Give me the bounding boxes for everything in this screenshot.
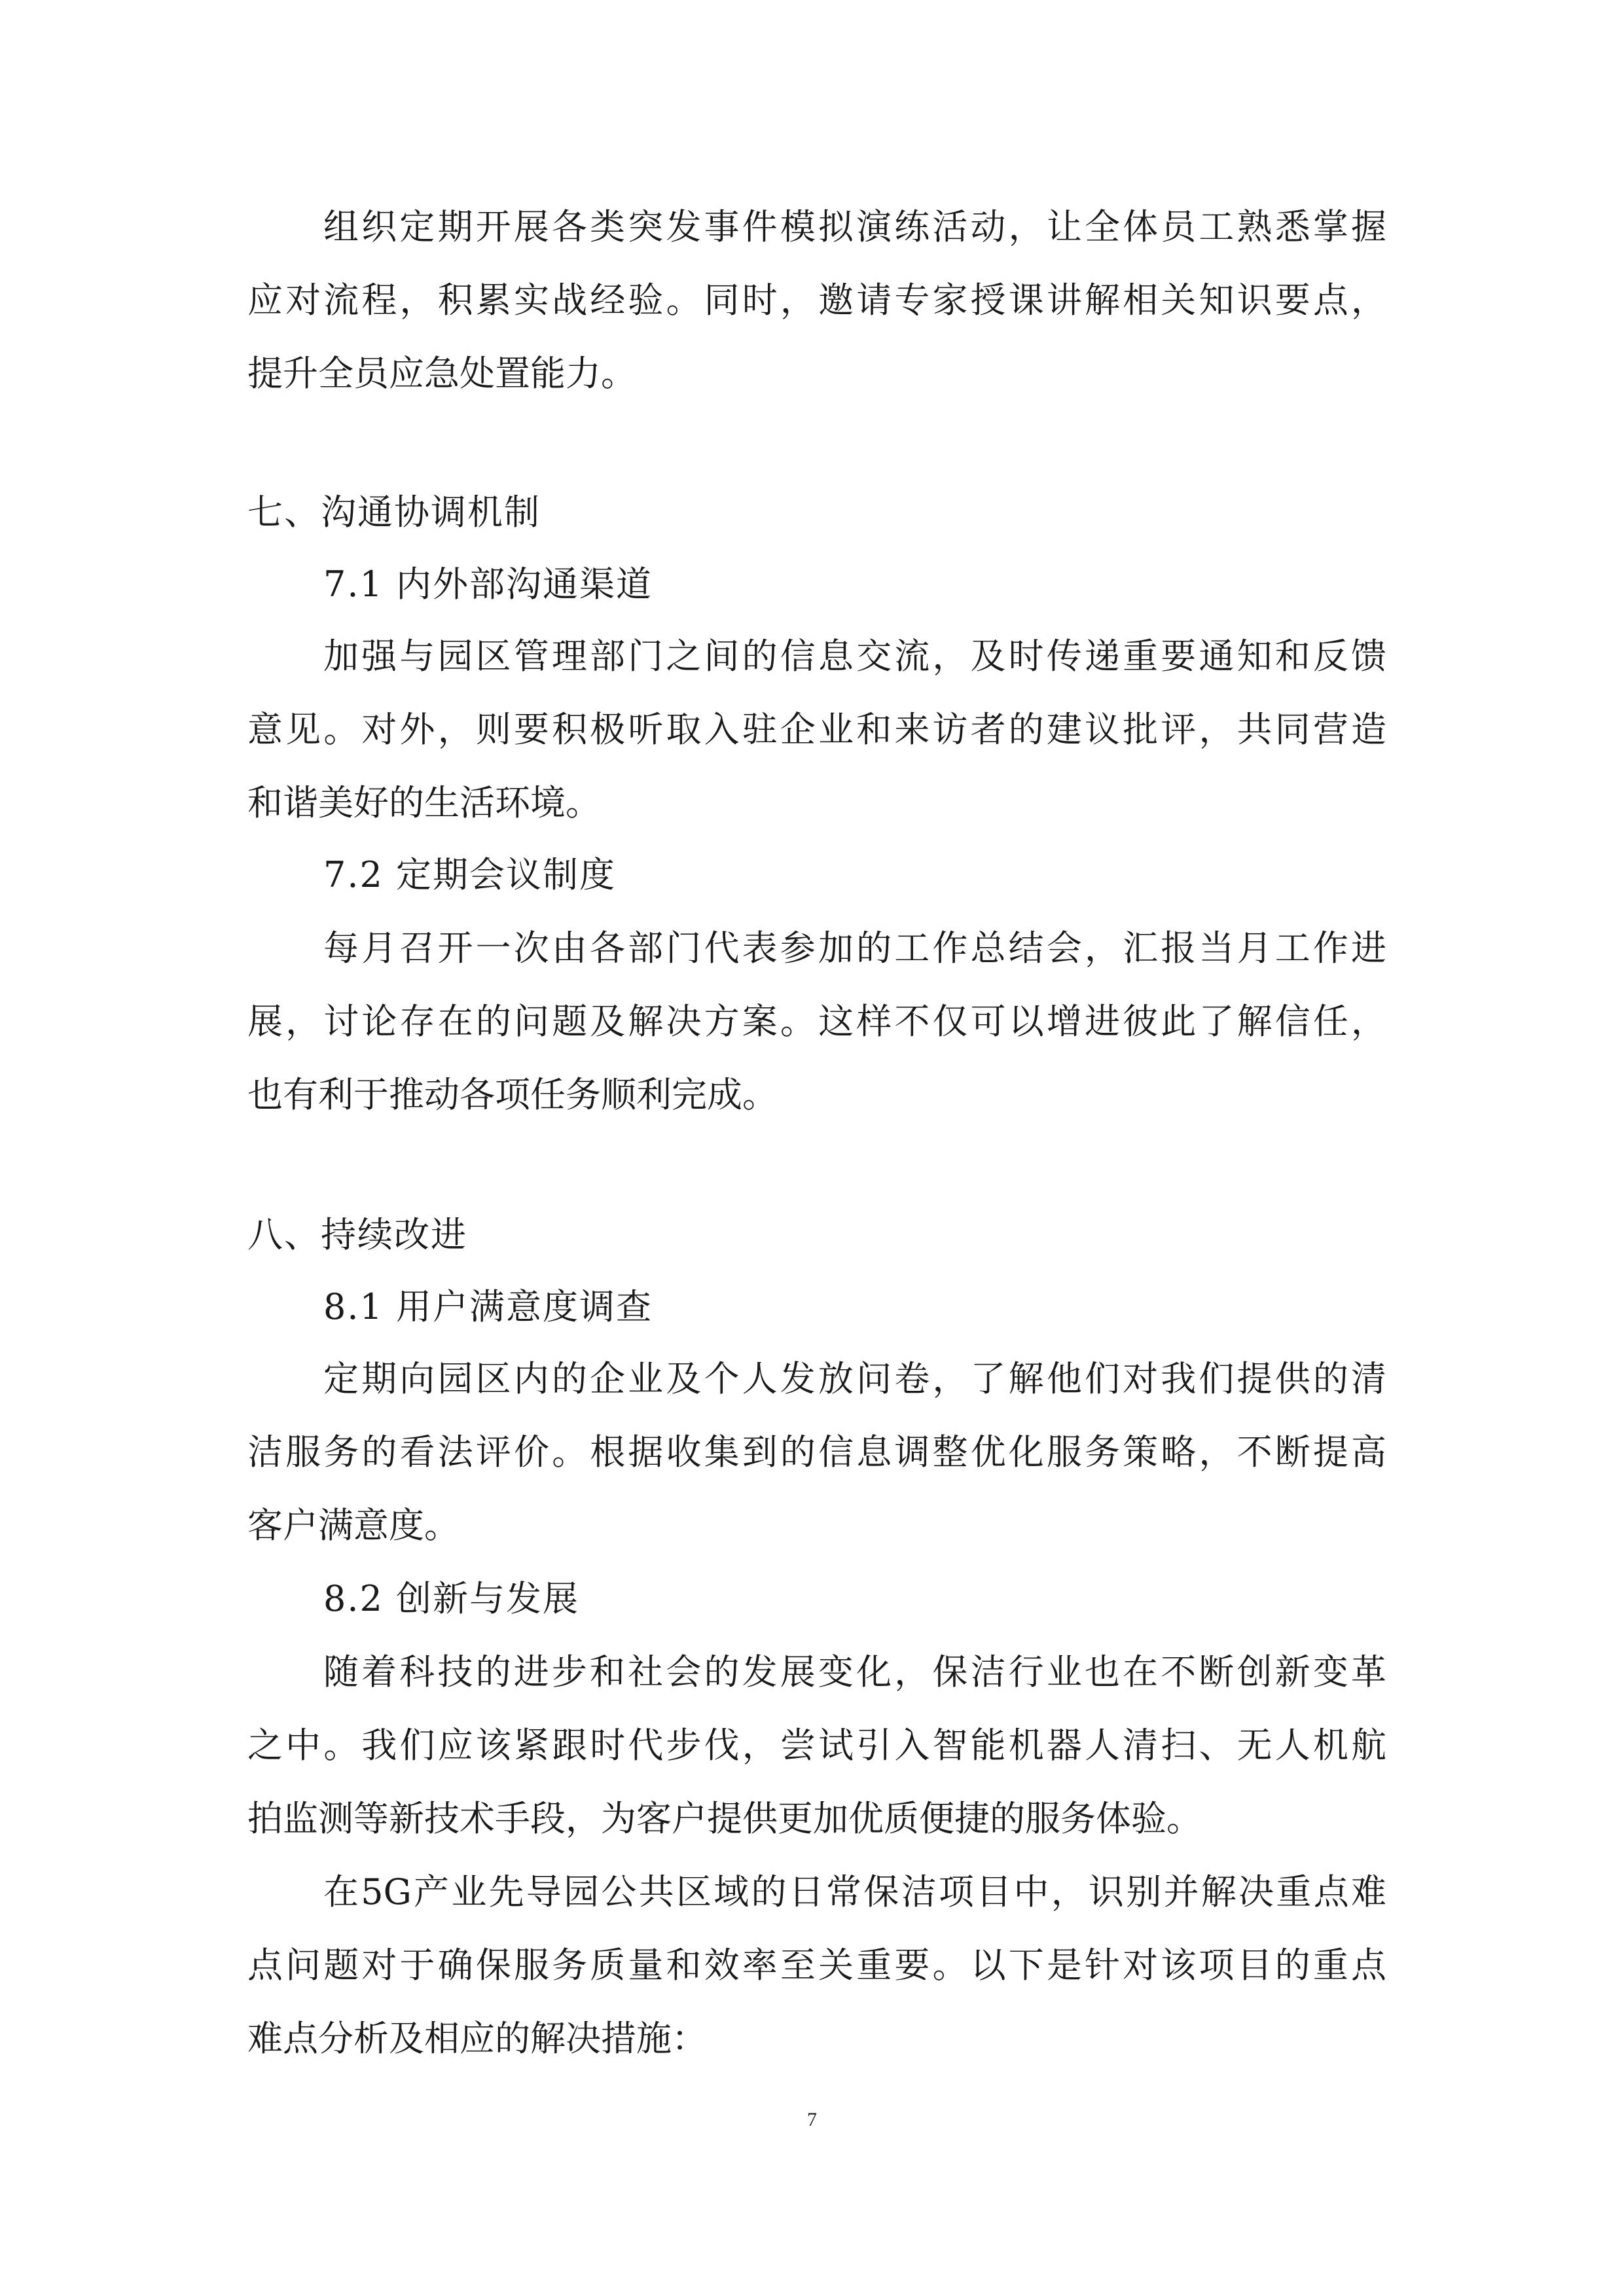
- paragraph-line: 随着科技的进步和社会的发展变化，保洁行业也在不断创新变革: [323, 1651, 1386, 1693]
- page-number: 7: [807, 2109, 817, 2130]
- subsection-heading: 7.2 定期会议制度: [323, 854, 617, 895]
- paragraph-line: 意见。对外，则要积极听取入驻企业和来访者的建议批评，共同营造: [247, 709, 1386, 750]
- paragraph-line: 展，讨论存在的问题及解决方案。这样不仅可以增进彼此了解信任，: [247, 1001, 1386, 1042]
- subsection-heading: 7.1 内外部沟通渠道: [323, 564, 653, 605]
- paragraph-line: 洁服务的看法评价。根据收集到的信息调整优化服务策略，不断提高: [247, 1431, 1386, 1473]
- paragraph-line: 加强与园区管理部门之间的信息交流，及时传递重要通知和反馈: [323, 636, 1386, 677]
- paragraph-line: 客户满意度。: [247, 1505, 460, 1546]
- paragraph-line: 难点分析及相应的解决措施：: [247, 2018, 707, 2059]
- paragraph-line: 组织定期开展各类突发事件模拟演练活动，让全体员工熟悉掌握: [323, 206, 1386, 247]
- paragraph-line: 在5G产业先导园公共区域的日常保洁项目中，识别并解决重点难: [323, 1871, 1386, 1912]
- section-heading: 八、持续改进: [247, 1214, 467, 1255]
- paragraph-line: 定期向园区内的企业及个人发放问卷，了解他们对我们提供的清: [323, 1358, 1386, 1399]
- paragraph-line: 提升全员应急处置能力。: [247, 353, 636, 394]
- paragraph-line: 和谐美好的生活环境。: [247, 782, 601, 823]
- paragraph-line: 应对流程，积累实战经验。同时，邀请专家授课讲解相关知识要点，: [247, 279, 1386, 321]
- paragraph-line: 每月召开一次由各部门代表参加的工作总结会，汇报当月工作进: [323, 927, 1386, 969]
- paragraph-line: 拍监测等新技术手段，为客户提供更加优质便捷的服务体验。: [247, 1798, 1202, 1839]
- section-heading: 七、沟通协调机制: [247, 492, 541, 533]
- subsection-heading: 8.1 用户满意度调查: [323, 1286, 653, 1327]
- subsection-heading: 8.2 创新与发展: [323, 1578, 580, 1619]
- paragraph-line: 也有利于推动各项任务顺利完成。: [247, 1074, 778, 1115]
- paragraph-line: 点问题对于确保服务质量和效率至关重要。以下是针对该项目的重点: [247, 1945, 1386, 1986]
- paragraph-line: 之中。我们应该紧跟时代步伐，尝试引入智能机器人清扫、无人机航: [247, 1725, 1386, 1766]
